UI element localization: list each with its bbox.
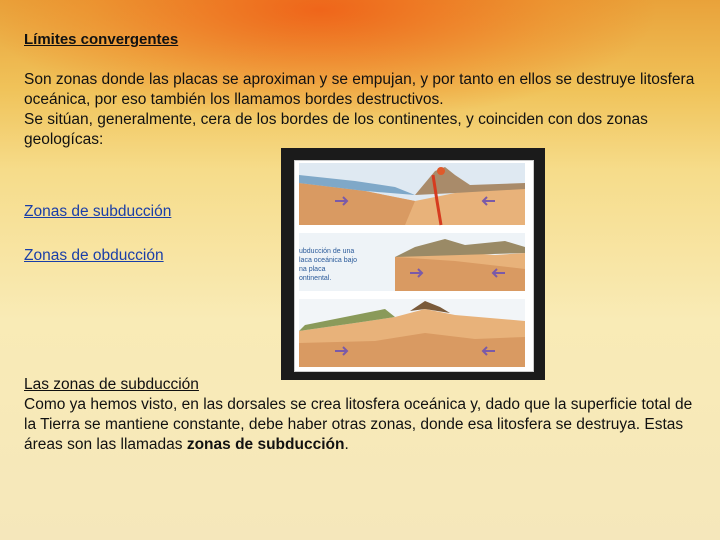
caption-line-4: ontinental. [299,275,332,282]
subduction-body-end: . [344,436,349,453]
subduction-body [24,395,696,455]
subduction-term-bold: zonas de subducción [186,436,345,453]
link-zonas-subduccion[interactable]: Zonas de subducción [24,203,172,220]
caption-line-1: ubducción de una [299,248,355,255]
subduction-heading: Las zonas de subducción [24,376,199,393]
panel-bottom [299,299,525,367]
subduction-body-text: Como ya hemos visto, en las dorsales se crea litosfera oceánica y, dado que la superficie total de la Tierra se mantiene constante, debe haber otras zonas, donde esa litosfera se destruya. Estas áreas son las llamadas [24,396,693,453]
caption-line-2: laca oceánica bajo [299,257,357,264]
intro-text [24,70,696,150]
illustration-svg [295,161,533,371]
section-title: Límites convergentes [24,31,179,48]
caption-line-3: na placa [299,266,326,273]
panel-middle [299,233,525,291]
panel-top [299,163,525,225]
intro-paragraph-2: Se sitúan, generalmente, cera de los bordes de los continentes, y coinciden con dos zonas geologícas: [24,111,648,148]
intro-paragraph-1: Son zonas donde las placas se aproximan y se empujan, y por tanto en ellos se destruye litosfera oceánica, por eso también los llamamos bordes destructivos. [24,71,695,108]
plate-tectonics-illustration [294,160,534,372]
link-zonas-obduccion[interactable]: Zonas de obducción [24,247,164,264]
figure-frame [281,148,545,380]
